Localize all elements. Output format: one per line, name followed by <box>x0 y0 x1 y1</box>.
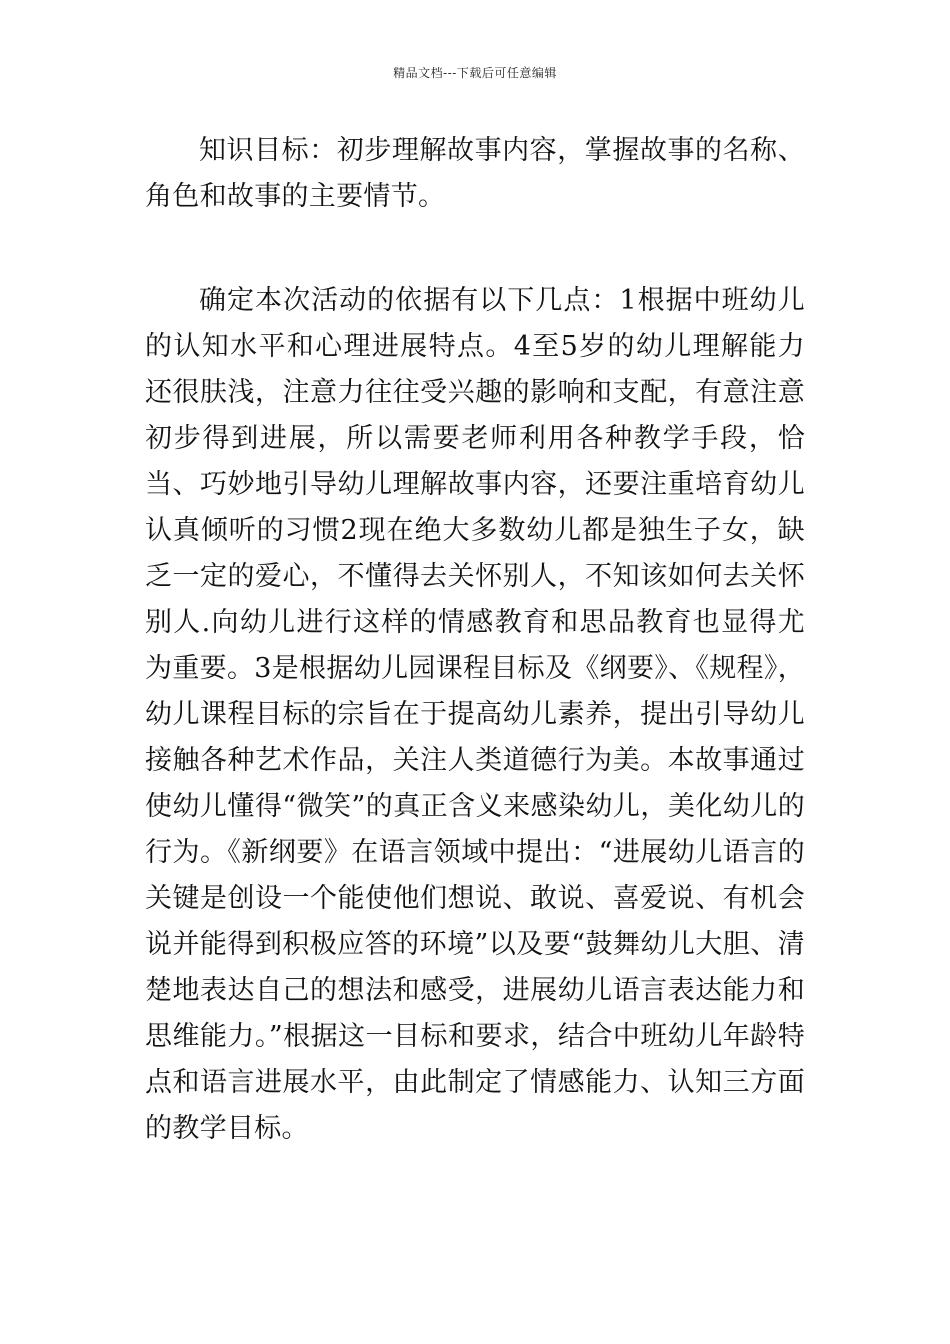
paragraph-knowledge-goal: 知识目标：初步理解故事内容，掌握故事的名称、角色和故事的主要情节。 <box>145 135 805 212</box>
page-header: 精品文档---下载后可任意编辑 <box>393 66 557 80</box>
paragraph-activity-basis: 确定本次活动的依据有以下几点：1根据中班幼儿的认知水平和心理进展特点。4至5岁的幼儿理解能力还很肤浅，注意力往往受兴趣的影响和支配，有意注意初步得到进展，所以需要老师利用各种教学手段，恰当、巧妙地引导幼儿理解故事内容，还要注重培育幼儿认真倾听的习惯2现在绝大多数幼儿都是独生子女，缺乏一定的爱心，不懂得去关怀别人，不知该如何去关怀别人.向幼儿进行这样的情感教育和思品教育也显得尤为重要。3是根据幼儿园课程目标及《纲要》、《规程》，幼儿课程目标的宗旨在于提高幼儿素养，提出引导幼儿接触各种艺术作品，关注人类道德行为美。本故事通过使幼儿懂得“微笑”的真正含义来感染幼儿，美化幼儿的行为。《新纲要》在语言领域中提出：“进展幼儿语言的关键是创设一个能使他们想说、敢说、喜爱说、有机会说并能得到积极应答的环境”以及要“鼓舞幼儿大胆、清楚地表达自己的想法和感受，进展幼儿语言表达能力和思维能力。”根据这一目标和要求，结合中班幼儿年龄特点和语言进展水平，由此制定了情感能力、认知三方面的教学目标。 <box>145 285 805 1144</box>
